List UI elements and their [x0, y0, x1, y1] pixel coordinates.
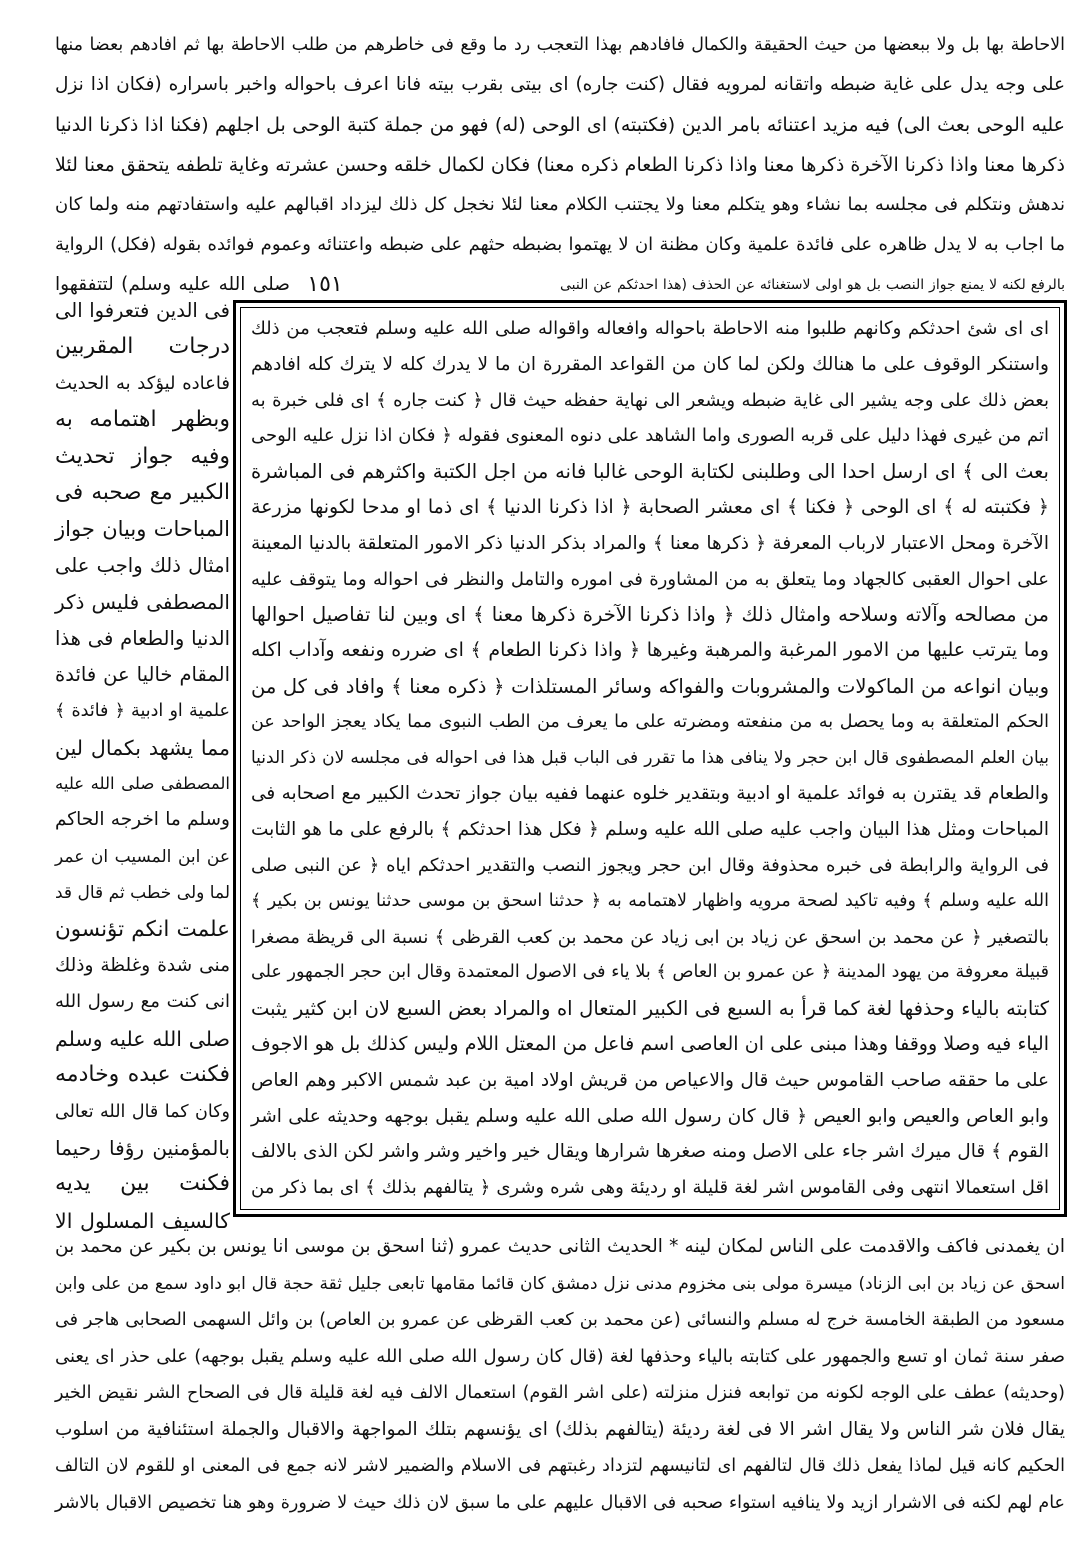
text-line: الحكيم كانه قيل لماذا يفعل ذلك قال لتالفهم اى لتانيسهم لتزداد رغبتهم فى الاسلام والضمير لاشر لانه جمع فى المعنى او للقوم لان التالف: [55, 1456, 1065, 1476]
text-line: وبيان انواعه من الماكولات والمشروبات والفواكه وسائر المستلذات ﴿ ذكره معنا ﴾ وافاد فى كل من: [251, 674, 1049, 698]
text-line: وما يترتب عليها من الامور المرغبة والمرهبة وغيرها ﴿ واذا ذكرنا الطعام ﴾ اى ضرره ونفعه وآداب اكله: [251, 639, 1049, 662]
text-line-right-part: بالرفع لكنه لا يمنع جواز النصب بل هو اولى لاستغنائه عن الحذف (هذا احدثكم عن النبى: [560, 277, 1065, 293]
text-line-left-part: صلى الله عليه وسلم) لتتفقهوا: [55, 274, 290, 295]
text-line: كتابته بالياء وحذفها لغة كما قرأ به السبع فى الكبير المتعال اه والمراد بعض السبع لان ابن كثير يثبت: [251, 997, 1049, 1021]
text-line: علمت انكم تؤنسون: [55, 916, 230, 942]
text-line: وسلم ما اخرجه الحاكم: [55, 809, 230, 831]
text-line: عام لهم لكنه فى الاشرار ازيد ولا ينافيه استواء صحبه فى الاقبال عليهم على ما سبق لان ذلك حيث لا ضرورة وهو هنا تخصيص الاقبال بالاشر: [55, 1492, 1065, 1513]
text-line: ذكرها معنا واذا ذكرنا الآخرة ذكرها معنا واذا ذكرنا الطعام ذكره معنا) فكان لكمال خلقه وحسن عشرته وغاية تلطفه يتحقق معنا لئلا: [55, 154, 1065, 176]
text-line: وفيه جواز تحديث: [55, 443, 230, 469]
text-line: اقل استعمالا انتهى وفى القاموس اشر لغة قليلة او رديئة وهى شره وشرى ﴿ يتالفهم بذلك ﴾ اى بما ذكر من: [251, 1177, 1049, 1199]
text-line: علمية او ادبية ﴿ فائدة ﴾: [55, 701, 230, 722]
text-line: المباحات وبيان جواز: [55, 517, 230, 542]
text-line: صلى الله عليه وسلم: [55, 1026, 230, 1051]
text-line: فكنت عبده وخادمه: [55, 1062, 230, 1088]
text-line: المقام خاليا عن فائدة: [55, 662, 230, 686]
text-line: منى شدة وغلظة وذلك: [55, 955, 230, 977]
text-line: فى الدين فتعرفوا الى: [55, 299, 230, 322]
text-line: ﴿ فكتبته له ﴾ اى الوحى ﴿ فكنا ﴾ اى معشر الصحابة ﴿ اذا ذكرنا الدنيا ﴾ اى ذما او مدحا لكونها مزرعة: [251, 495, 1049, 518]
text-line: الدنيا والطعام فى هذا: [55, 626, 230, 650]
text-line: (وحديثه) عطف على الوجه لكونه من توابعه فنزل منزلته (على اشر القوم) استعمال الالف فيه لغة قليلة قال فى الصحاح الشر نقيض الخير: [55, 1383, 1065, 1403]
text-line: بعث الى ﴾ اى ارسل احدا الى وطلبنى لكتابة الوحى غالبا فانه من اجل الكتبة واكثرهم فى المباشرة: [251, 460, 1049, 484]
text-line: فاعاده ليؤكد به الحديث: [55, 372, 230, 394]
text-line: يقال فلان شر الناس ولا يقال اشر الا فى لغة رديئة (يتالفهم بذلك) اى يؤنسهم بتلك المواجهة والاقبال والجملة استئنافية من اسلوب: [55, 1418, 1065, 1440]
text-line: فى الرواية والرابطة فى خبره محذوفة وقال ابن حجر ويجوز النصب والتقدير احدثكم اياه ﴿ عن النبى صلى: [251, 854, 1049, 876]
text-line: كالسيف المسلول الا: [55, 1208, 230, 1233]
text-line: والطعام قد يقترن به فوائد علمية او ادبية وبتقدير خلوه عنهما ففيه بيان جواز تحدث الكبير مع اصحابه فى: [251, 783, 1049, 805]
text-line: فكنت بين يديه: [55, 1171, 230, 1197]
text-line: امثال ذلك واجب على: [55, 553, 230, 577]
text-line: اتم من غيرى فهذا دليل على قربه الصورى واما الشاهد على دنوه المعنوى فقوله ﴿ فكان اذا نزل عليه الوحى: [251, 425, 1049, 447]
text-line: بالمؤمنين رؤفا رحيما: [55, 1135, 230, 1160]
text-line: الآخرة ومحل الاعتبار لارباب المعرفة ﴿ ذكرها معنا ﴾ والمراد بذكر الدنيا ذكر الامور المتعلقة بالدنيا المعينة: [251, 532, 1049, 554]
text-line: مما يشهد بكمال لين: [55, 735, 230, 760]
text-line: المباحات ومثل هذا البيان واجب عليه صلى الله عليه وسلم ﴿ فكل هذا احدثكم ﴾ بالرفع على ما هو الثابت: [251, 819, 1049, 841]
text-line: على احوال العقبى كالجهاد وما يتعلق به من المشاورة فى اموره والتامل والنظر فى احواله وما يتوقف عليه: [251, 568, 1049, 590]
text-line: وابو العاص والعيص وابو العيص ﴿ قال كان رسول الله صلى الله عليه وسلم يقبل بوجهه وحديثه على اشر: [251, 1105, 1049, 1127]
text-line: المصطفى صلى الله عليه: [55, 774, 230, 794]
main-commentary-frame: [233, 300, 1067, 1217]
text-line: عن ابن المسيب ان عمر: [55, 846, 230, 867]
text-line: القوم ﴾ قال ميرك اشر جاء على الاصل ومنه صغرها شرارها ويقال خير واخير وشر واشر لكن الذى بالالف: [251, 1141, 1049, 1163]
text-line: لما ولى خطب ثم قال قد: [55, 883, 230, 904]
bottom-commentary-block: [55, 1229, 1065, 1521]
text-line: الحكم المتعلقة به وما يحصل به من منفعته ومضرته على ما يعرف من الطب النبوى مما يكاد يعجز الواحد عن: [251, 711, 1049, 732]
text-line: بعض ذلك على وجه يشير الى غاية ضبطه ويشعر الى نهاية حفظه حيث قال ﴿ كنت جاره ﴾ اى فلى خبرة به: [251, 389, 1049, 411]
margin-commentary-column: [55, 293, 230, 1239]
text-line: وكان كما قال الله تعالى: [55, 1101, 230, 1122]
text-line: قبيلة معروفة من يهود المدينة ﴿ عن عمرو بن العاص ﴾ بلا ياء فى الاصول المعتمدة وقال ابن حجر الجمهور على: [251, 962, 1049, 983]
text-line: مسعود من الطبقة الخامسة خرج له مسلم والنسائى (عن محمد بن كعب القرظى عن عمرو بن العاص) بن وائل السهمى الصحابى هاجر فى: [55, 1310, 1065, 1330]
text-line: ان يغمدنى فاكف والاقدمت على الناس لمكان لينه * الحديث الثانى حديث عمرو (ثنا اسحق بن موسى انا يونس بن بكير عن محمد بن: [55, 1236, 1065, 1257]
text-line: على ما حققه صاحب القاموس حيث قال والاعياص من قريش اولاد امية بن عبد شمس الاكبر وهم العاص: [251, 1069, 1049, 1091]
text-line: المصطفى فليس ذكر: [55, 590, 230, 615]
text-line: بالتصغير ﴿ عن محمد بن اسحق عن زياد بن ابى زياد عن محمد بن كعب القرظى ﴾ نسبة الى قريظة مصغرا: [251, 926, 1049, 948]
text-line: اسحق عن زياد بن ابى الزناد) ميسرة مولى بنى مخزوم مدنى نزل دمشق كان قائما مقامها تابعى جليل ثقة حجة قال ابو داود سمع من على وابن: [55, 1273, 1065, 1294]
text-line: ندهش ونتكلم فى مجلسه بما نشاء وهو يتكلم معنا ولا يجتنب الكلام معنا لئلا نخجل كل ذلك ليزداد اقبالهم عليه واستفادتهم منه ولما كان: [55, 194, 1065, 215]
text-line: واستنكر الوقوف على ما هنالك ولكن لما كان من القواعد المقررة ان ما لا يدرك كله لا يترك كله افادهم: [251, 353, 1049, 375]
text-line: انى كنت مع رسول الله: [55, 991, 230, 1013]
text-line: الكبير مع صحبه فى: [55, 479, 230, 505]
text-line: الله عليه وسلم ﴾ وفيه تاكيد لصحة مرويه واظهار لاهتمامه به ﴿ حدثنا اسحق بن موسى حدثنا يونس بن بكير ﴾: [251, 890, 1049, 911]
main-commentary-inner-border: [240, 307, 1060, 1210]
text-line: بيان العلم المصطفوى قال ابن حجر ولا ينافى هذا ما تقرر فى الباب قبل هذا فى احواله فى مجلسه لان ذكر الدنيا: [251, 747, 1049, 768]
text-line: الياء فيه وصلا ووقفا وهذا مبنى على ان العاصى اسم فاعل من المعتل اللام وليس كذلك بل هو الاجوف: [251, 1032, 1049, 1055]
text-line: على وجه يدل على غاية ضبطه واتقانه لمرويه فقال (كنت جاره) اى بيتى بقرب بيته فانا اعرف باحواله واخبر باسراره (فكان اذا نزل: [55, 74, 1065, 95]
text-line: الاحاطة بها بل ولا ببعضها من حيث الحقيقة والكمال فافادهم بهذا التعجب رد ما وقع فى خاطرهم من طلب الاحاطة بها ثم افادهم بعضا منها: [55, 35, 1065, 55]
text-line: صفر سنة ثمان او تسع والجمهور على كتابته بالياء وحذفها لغة (قال كان رسول الله صلى الله عليه وسلم يقبل بوجهه) على حذر اى يعنى: [55, 1345, 1065, 1367]
text-line: عليه الوحى بعث الى) فيه مزيد اعتنائه بامر الدين (فكتبته) اى الوحى (له) فهو من جملة كتبة الوحى بل اجلهم (فكنا اذا ذكرنا الدنيا: [55, 114, 1065, 136]
text-line: وبظهر اهتمامه به: [55, 407, 230, 433]
page-number: ١٥١: [307, 272, 343, 297]
text-line: اى اى شئ احدثكم وكانهم طلبوا منه الاحاطة باحواله وافعاله واقواله صلى الله عليه وسلم فتعجب من ذلك: [251, 318, 1049, 339]
text-line: درجات المقربين: [55, 334, 230, 360]
top-commentary-block: [55, 25, 1065, 305]
text-line: ما اجاب به لا يدل ظاهره على فائدة علمية وكان مظنة ان لا يهتموا بضبطه حثهم على ضبطه واعتنائه وعموم فوائده بقوله (فكل) الرواية: [55, 234, 1065, 255]
text-line: من مصالحه وآلاته وسلاحه وامثال ذلك ﴿ واذا ذكرنا الآخرة ذكرها معنا ﴾ اى وبين لنا تفاصيل احوالها: [251, 603, 1049, 627]
